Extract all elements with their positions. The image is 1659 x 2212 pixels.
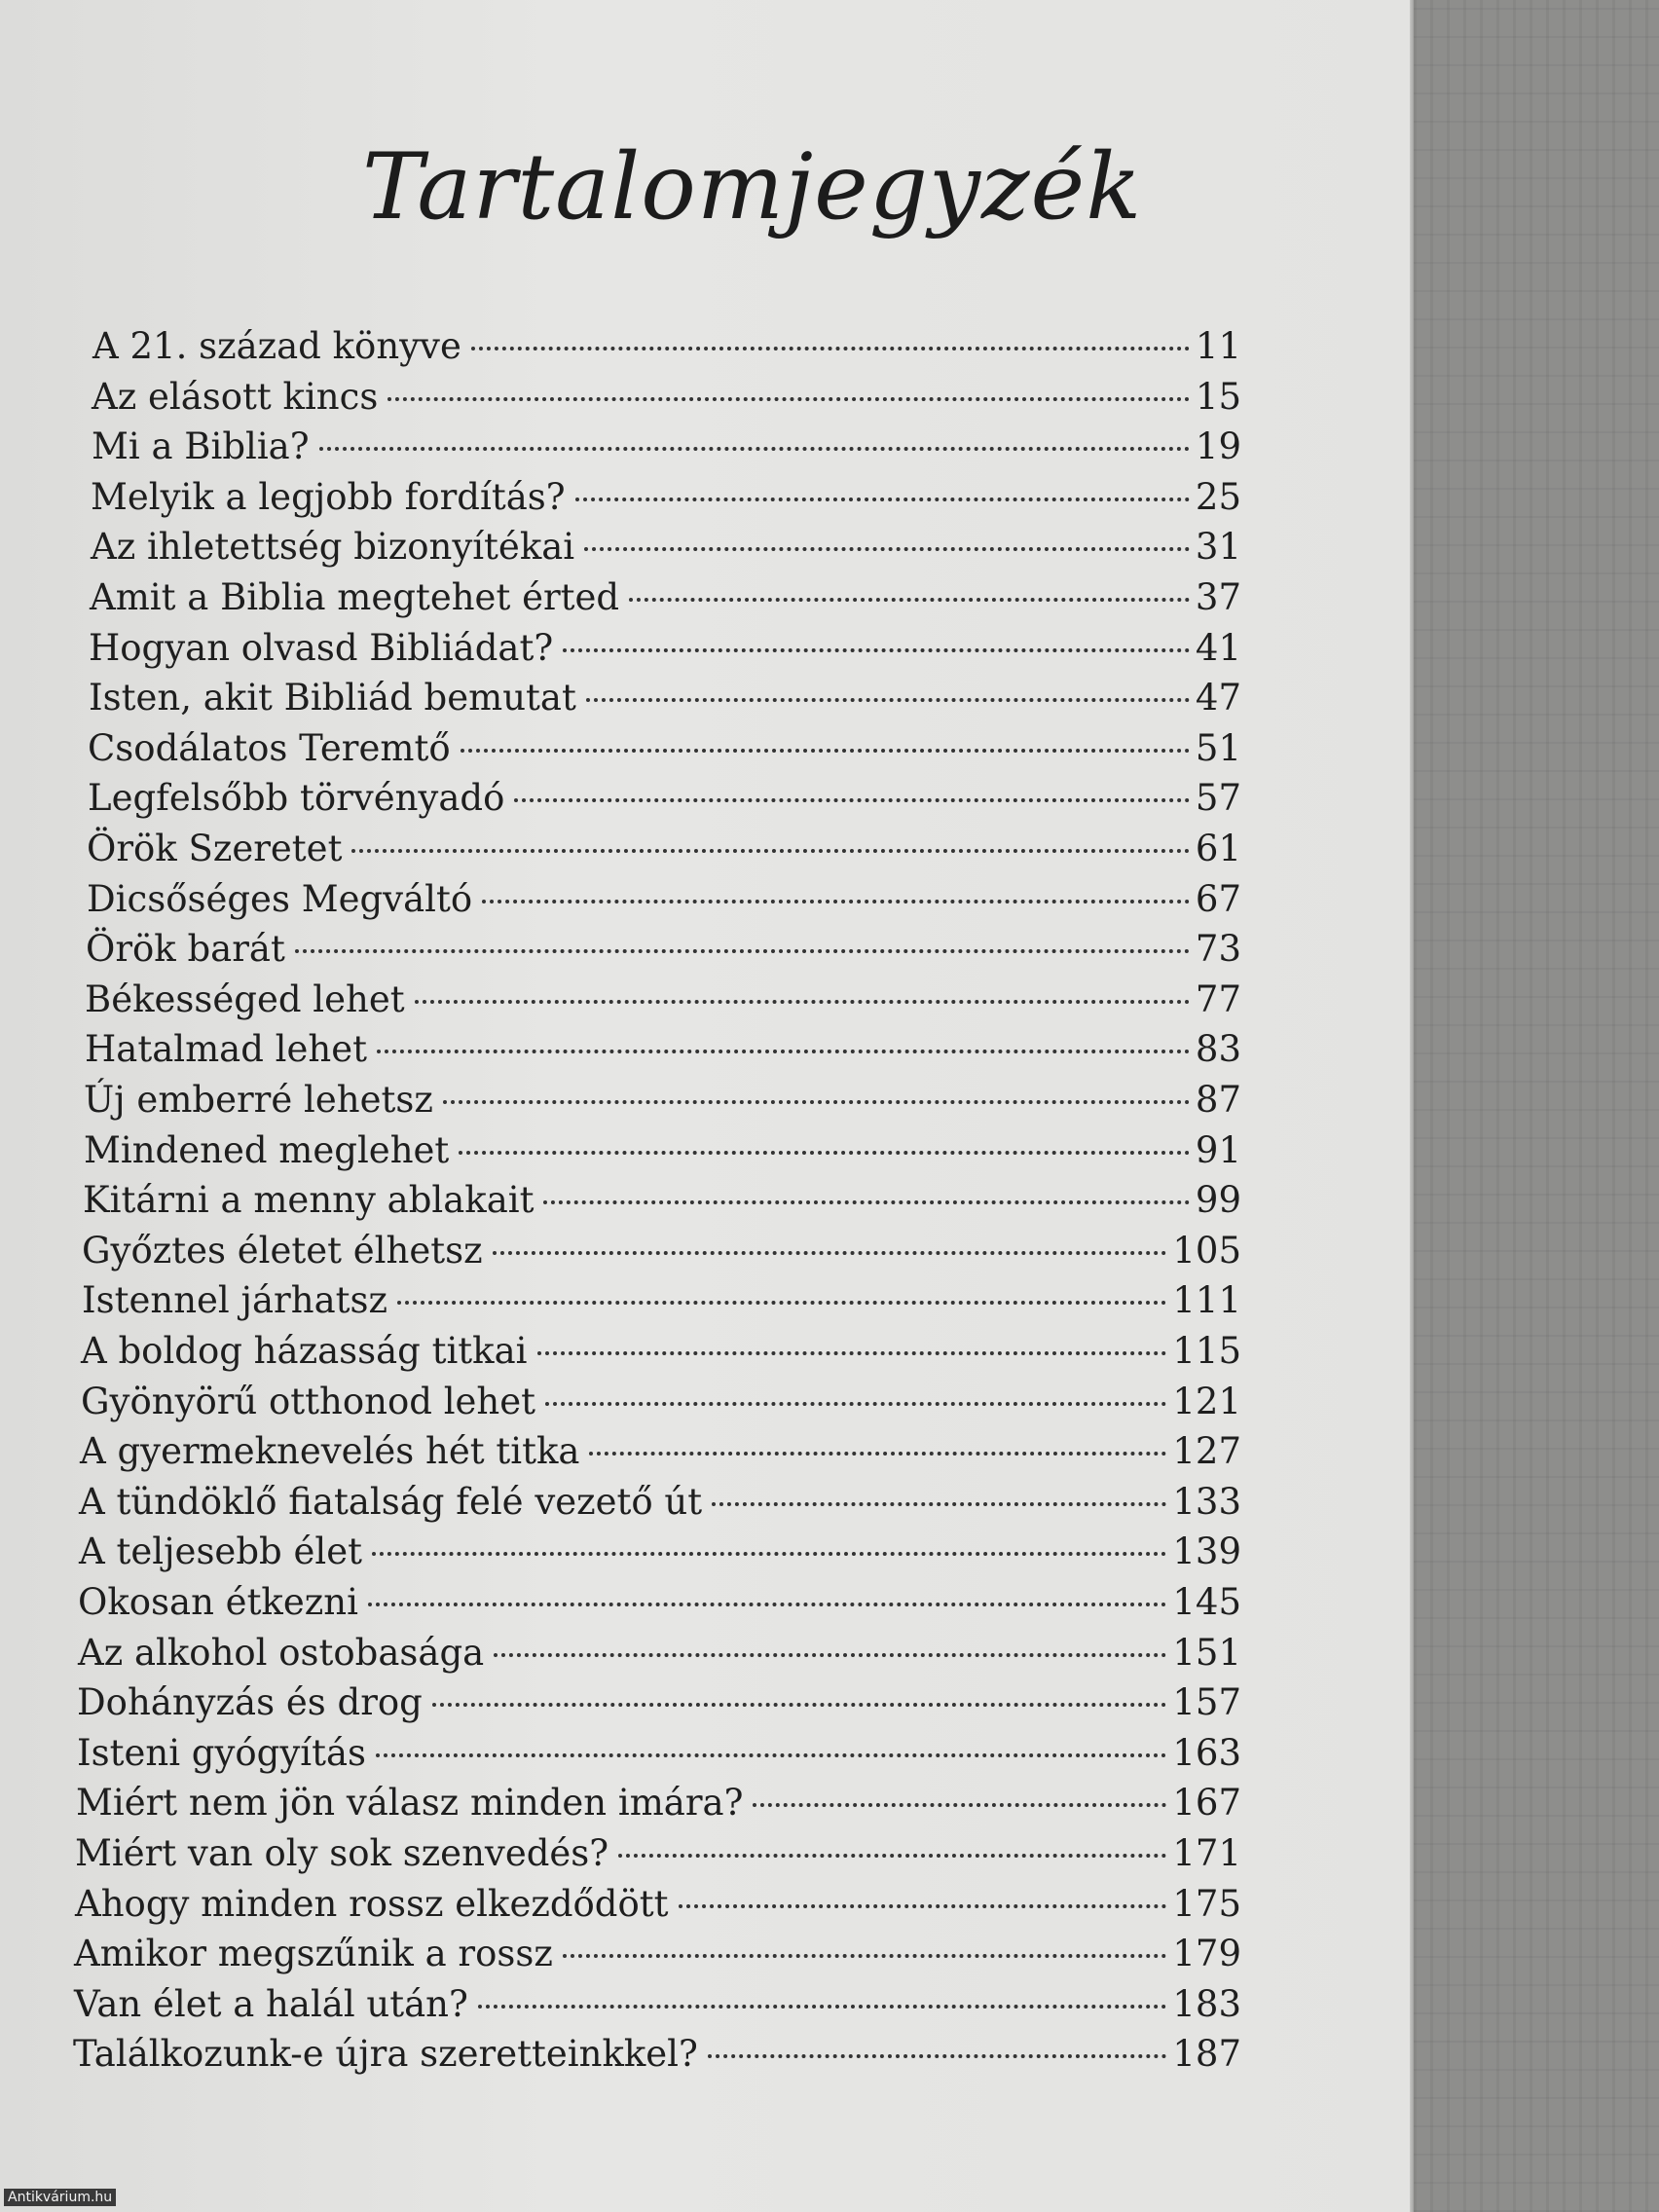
toc-entry-title: Isten, akit Bibliád bemutat — [89, 677, 576, 719]
toc-entry-page-number: 77 — [1195, 978, 1241, 1020]
toc-entry — [83, 1175, 1241, 1226]
dot-leader — [514, 798, 1190, 802]
toc-entry-title: Hogyan olvasd Bibliádat? — [89, 627, 554, 669]
toc-entry — [80, 1426, 1241, 1477]
toc-entry-page-number: 99 — [1195, 1179, 1241, 1221]
dot-leader — [376, 1753, 1166, 1757]
toc-entry-title: Legfelsőbb törvényadó — [88, 777, 505, 819]
dot-leader — [545, 1402, 1166, 1406]
toc-entry-page-number: 133 — [1172, 1481, 1241, 1523]
toc-entry-title: A tündöklő fiatalság felé vezető út — [79, 1481, 703, 1523]
dot-leader — [459, 1151, 1190, 1155]
toc-entry-page-number: 31 — [1195, 526, 1241, 568]
toc-entry — [74, 1979, 1241, 2030]
toc-entry-page-number: 183 — [1172, 1983, 1241, 2025]
dot-leader — [482, 900, 1190, 903]
toc-entry — [77, 1728, 1241, 1779]
toc-entry — [81, 1326, 1241, 1377]
toc-entry — [73, 2029, 1241, 2080]
toc-entry — [75, 1828, 1241, 1879]
toc-entry — [87, 874, 1241, 925]
toc-entry-page-number: 175 — [1172, 1883, 1241, 1925]
toc-entry-page-number: 167 — [1172, 1782, 1241, 1824]
dot-leader — [397, 1301, 1166, 1305]
toc-entry-page-number: 57 — [1195, 777, 1241, 819]
dot-leader — [478, 2005, 1167, 2009]
toc-entry-title: A gyermeknevelés hét titka — [80, 1430, 580, 1472]
toc-entry — [90, 572, 1241, 623]
toc-entry — [88, 723, 1241, 774]
toc-entry-page-number: 47 — [1195, 677, 1241, 719]
watermark: Antikvárium.hu — [4, 2189, 116, 2206]
toc-entry — [82, 1226, 1241, 1276]
toc-entry-page-number: 151 — [1172, 1632, 1241, 1674]
toc-entry-title: Amikor megszűnik a rossz — [74, 1933, 553, 1974]
toc-entry-page-number: 11 — [1195, 325, 1241, 367]
dot-leader — [368, 1603, 1166, 1606]
dot-leader — [493, 1251, 1167, 1255]
toc-entry — [78, 1577, 1241, 1628]
dot-leader — [563, 648, 1190, 652]
toc-entry — [75, 1879, 1241, 1930]
toc-entry-title: Dohányzás és drog — [77, 1681, 423, 1723]
toc-entry-page-number: 51 — [1195, 727, 1241, 769]
toc-entry-title: Ahogy minden rossz elkezdődött — [75, 1883, 669, 1925]
dot-leader — [618, 1854, 1166, 1858]
toc-entry-page-number: 73 — [1195, 928, 1241, 970]
toc-entry — [79, 1527, 1241, 1577]
toc-entry-title: Isteni gyógyítás — [77, 1732, 366, 1774]
toc-entry — [77, 1677, 1241, 1728]
dot-leader — [443, 1100, 1190, 1104]
dot-leader — [415, 1000, 1190, 1004]
dot-leader — [575, 498, 1190, 501]
toc-entry-title: Csodálatos Teremtő — [88, 727, 451, 769]
toc-entry-page-number: 19 — [1195, 425, 1241, 467]
toc-entry — [89, 623, 1241, 674]
toc-entry-page-number: 127 — [1172, 1430, 1241, 1472]
toc-entry — [92, 422, 1241, 472]
toc-entry-page-number: 145 — [1172, 1581, 1241, 1623]
dot-leader — [629, 598, 1190, 602]
toc-entry-title: Az elásott kincs — [92, 376, 379, 418]
toc-entry-page-number: 179 — [1172, 1933, 1241, 1974]
dot-leader — [586, 698, 1190, 702]
toc-entry — [84, 1125, 1241, 1176]
toc-entry-page-number: 83 — [1195, 1028, 1241, 1070]
dot-leader — [377, 1050, 1190, 1053]
toc-entry-title: A teljesebb élet — [79, 1530, 362, 1572]
dot-leader — [471, 347, 1190, 350]
dot-leader — [319, 447, 1190, 451]
toc-entry — [92, 321, 1241, 372]
toc-entry — [78, 1628, 1241, 1678]
toc-entry — [82, 1275, 1241, 1326]
dot-leader — [753, 1803, 1166, 1807]
toc-entry-title: Az ihletettség bizonyítékai — [91, 526, 575, 568]
toc-entry-page-number: 41 — [1195, 627, 1241, 669]
toc-entry — [74, 1929, 1241, 1979]
dot-leader — [584, 547, 1190, 551]
dot-leader — [494, 1653, 1166, 1657]
toc-entry-page-number: 139 — [1172, 1530, 1241, 1572]
book-binding — [1414, 0, 1659, 2212]
toc-entry — [85, 975, 1241, 1025]
toc-entry-title: Békességed lehet — [85, 978, 405, 1020]
toc-entry-title: Mi a Biblia? — [92, 425, 310, 467]
toc-entry — [87, 824, 1241, 874]
toc-entry-title: Okosan étkezni — [78, 1581, 358, 1623]
toc-entry-title: Dicsőséges Megváltó — [87, 878, 473, 920]
toc-entry-title: Mindened meglehet — [84, 1129, 450, 1171]
toc-entry-title: Kitárni a menny ablakait — [83, 1179, 535, 1221]
toc-entry-page-number: 121 — [1172, 1381, 1241, 1422]
dot-leader — [679, 1904, 1167, 1908]
dot-leader — [589, 1452, 1166, 1456]
toc-entry-title: Örök barát — [86, 928, 285, 970]
dot-leader — [461, 749, 1190, 753]
toc-entry-title: Melyik a legjobb fordítás? — [91, 476, 566, 518]
dot-leader — [537, 1351, 1167, 1355]
toc-entry — [79, 1477, 1241, 1528]
toc-entry-title: Örök Szeretet — [87, 828, 343, 869]
toc-entry-page-number: 105 — [1172, 1230, 1241, 1272]
toc-entry — [88, 773, 1241, 824]
toc-entry — [91, 522, 1241, 572]
toc-entry-page-number: 111 — [1172, 1279, 1241, 1321]
toc-entry-page-number: 115 — [1172, 1330, 1241, 1372]
toc-entry-page-number: 163 — [1172, 1732, 1241, 1774]
toc-entry-title: Miért van oly sok szenvedés? — [75, 1832, 609, 1874]
toc-entry-title: Amit a Biblia megtehet érted — [90, 576, 620, 618]
toc-entry-page-number: 91 — [1195, 1129, 1241, 1171]
toc-entry-title: Istennel járhatsz — [82, 1279, 387, 1321]
toc-entry-page-number: 37 — [1195, 576, 1241, 618]
toc-entry — [84, 1075, 1241, 1125]
dot-leader — [432, 1703, 1167, 1707]
toc-entry-title: Hatalmad lehet — [85, 1028, 368, 1070]
toc-entry — [81, 1377, 1241, 1427]
page-title: Tartalomjegyzék — [362, 134, 1143, 240]
dot-leader — [372, 1552, 1166, 1556]
toc-entry-page-number: 67 — [1195, 878, 1241, 920]
dot-leader — [563, 1954, 1167, 1958]
dot-leader — [295, 949, 1190, 953]
dot-leader — [708, 2054, 1167, 2058]
toc-entry-page-number: 171 — [1172, 1832, 1241, 1874]
toc-entry-title: Új emberré lehetsz — [84, 1079, 433, 1121]
toc-entry-page-number: 87 — [1195, 1079, 1241, 1121]
dot-leader — [387, 397, 1190, 401]
toc-entry-title: A 21. század könyve — [92, 325, 461, 367]
toc-entry-title: A boldog házasság titkai — [81, 1330, 528, 1372]
toc-entry-page-number: 187 — [1172, 2033, 1241, 2075]
toc-entry-page-number: 61 — [1195, 828, 1241, 869]
toc-entry-title: Gyönyörű otthonod lehet — [81, 1381, 536, 1422]
toc-entry-page-number: 25 — [1195, 476, 1241, 518]
toc-entry — [89, 673, 1241, 723]
toc-entry-title: Találkozunk-e újra szeretteinkkel? — [73, 2033, 698, 2075]
toc-entry — [86, 924, 1241, 975]
toc-entry-title: Miért nem jön válasz minden imára? — [76, 1782, 744, 1824]
toc-entry-title: Van élet a halál után? — [74, 1983, 468, 2025]
dot-leader — [543, 1200, 1189, 1204]
dot-leader — [351, 849, 1189, 853]
toc-entry — [85, 1024, 1241, 1075]
toc-entry-title: Az alkohol ostobasága — [78, 1632, 485, 1674]
dot-leader — [712, 1502, 1166, 1506]
toc-entry — [92, 372, 1241, 423]
toc-entry-title: Győztes életet élhetsz — [82, 1230, 483, 1272]
toc-entry — [76, 1778, 1241, 1828]
toc-entry-page-number: 15 — [1195, 376, 1241, 418]
toc-entry-page-number: 157 — [1172, 1681, 1241, 1723]
toc-entry — [91, 472, 1241, 523]
